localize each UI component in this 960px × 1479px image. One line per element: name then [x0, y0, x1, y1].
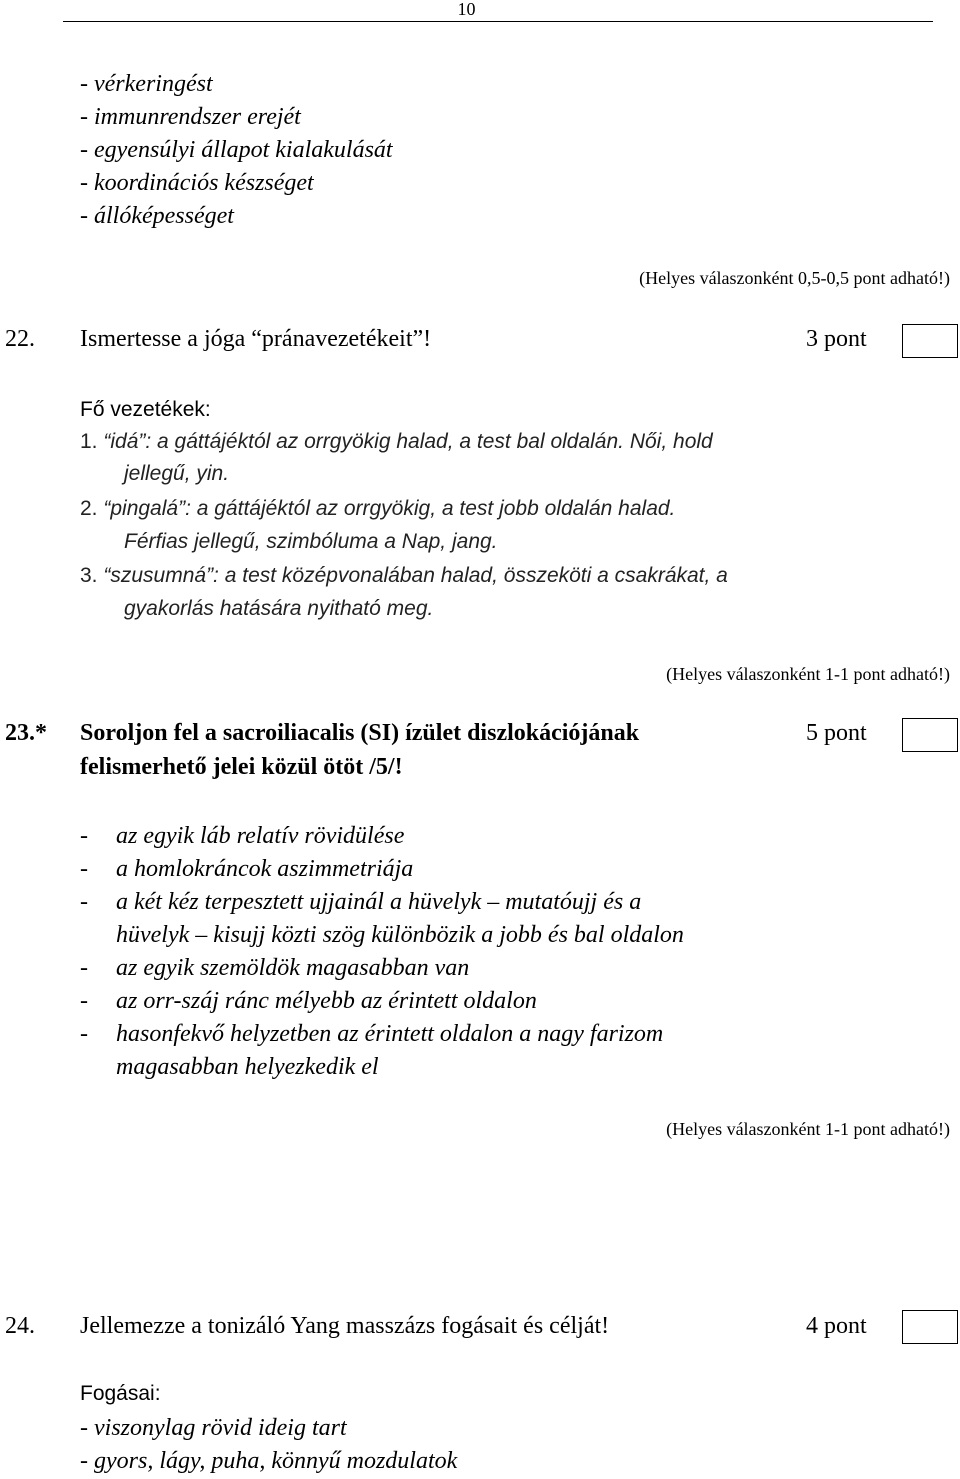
answer-item	[80, 564, 728, 588]
dash: -	[80, 889, 88, 915]
answer-list	[80, 1412, 457, 1478]
item-text-continued: Férfias jellegű, szimbóluma a Nap, jang.	[124, 530, 498, 553]
list-item: - viszonylag rövid ideig tart	[80, 1415, 347, 1441]
item-text: a homlokráncok aszimmetriája	[116, 856, 414, 882]
scoring-note: (Helyes válaszonként 0,5-0,5 pont adható!)	[639, 268, 950, 288]
item-number: 1.	[80, 430, 98, 453]
question-number: 23.*	[5, 720, 47, 746]
list-item	[80, 820, 684, 853]
scoring-note: (Helyes válaszonként 1-1 pont adható!)	[666, 664, 950, 684]
list-item: - immunrendszer erejét	[80, 104, 301, 130]
item-number: 3.	[80, 564, 98, 587]
item-text: “pingalá”: a gáttájéktól az orrgyökig, a test jobb oldalán halad.	[103, 497, 676, 520]
item-text-continued: jellegű, yin.	[124, 462, 230, 485]
item-text: “szusumná”: a test középvonalában halad, összeköti a csakrákat, a	[103, 564, 728, 587]
score-box[interactable]	[902, 718, 958, 752]
answer-heading: Fogásai:	[80, 1382, 161, 1405]
dash: -	[80, 955, 88, 981]
list-item: - vérkeringést	[80, 71, 213, 97]
dash: -	[80, 856, 88, 882]
list-item	[80, 1018, 684, 1051]
item-text: hüvelyk – kisujj közti szög különbözik a jobb és bal oldalon	[116, 922, 684, 948]
scoring-note: (Helyes válaszonként 1-1 pont adható!)	[666, 1119, 950, 1139]
item-text: az egyik szemöldök magasabban van	[116, 955, 470, 981]
dash: -	[80, 988, 88, 1014]
question-number: 22.	[5, 326, 35, 352]
list-item: - egyensúlyi állapot kialakulását	[80, 137, 393, 163]
item-text: az orr-száj ránc mélyebb az érintett oldalon	[116, 988, 537, 1014]
question-text: Soroljon fel a sacroiliacalis (SI) ízület diszlokációjának	[80, 720, 640, 746]
list-item	[80, 886, 684, 919]
question-text: Ismertesse a jóga “pránavezetékeit”!	[80, 326, 432, 352]
list-item: - koordinációs készséget	[80, 170, 314, 196]
item-text: magasabban helyezkedik el	[116, 1054, 379, 1080]
list-item	[80, 952, 684, 985]
answer-item	[80, 497, 675, 521]
list-item: - gyors, lágy, puha, könnyű mozdulatok	[80, 1448, 458, 1474]
item-text: “idá”: a gáttájéktól az orrgyökig halad, a test bal oldalán. Női, hold	[103, 430, 713, 453]
item-text: hasonfekvő helyzetben az érintett oldalon a nagy farizom	[116, 1021, 664, 1047]
score-box[interactable]	[902, 324, 958, 358]
header-rule	[63, 21, 933, 22]
question-text-continued: felismerhető jelei közül ötöt /5/!	[80, 754, 403, 780]
list-item	[80, 853, 684, 886]
dash: -	[80, 1021, 88, 1047]
answer-list	[80, 820, 684, 1084]
points-label: 3 pont	[806, 326, 867, 352]
question-number: 24.	[5, 1313, 35, 1339]
list-item: - állóképességet	[80, 203, 234, 229]
item-number: 2.	[80, 497, 98, 520]
points-label: 5 pont	[806, 720, 867, 746]
answer-item	[80, 430, 713, 454]
points-label: 4 pont	[806, 1313, 867, 1339]
page-number: 10	[457, 0, 476, 19]
list-item-continued	[80, 1051, 684, 1084]
question-text: Jellemezze a tonizáló Yang masszázs fogásait és célját!	[80, 1313, 610, 1339]
top-list	[80, 68, 393, 233]
item-text-continued: gyakorlás hatására nyitható meg.	[124, 597, 434, 620]
item-text: a két kéz terpesztett ujjainál a hüvelyk – mutatóujj és a	[116, 889, 642, 915]
score-box[interactable]	[902, 1310, 958, 1344]
dash: -	[80, 823, 88, 849]
item-text: az egyik láb relatív rövidülése	[116, 823, 405, 849]
list-item	[80, 985, 684, 1018]
list-item-continued	[80, 919, 684, 952]
answer-heading: Fő vezetékek:	[80, 398, 211, 421]
